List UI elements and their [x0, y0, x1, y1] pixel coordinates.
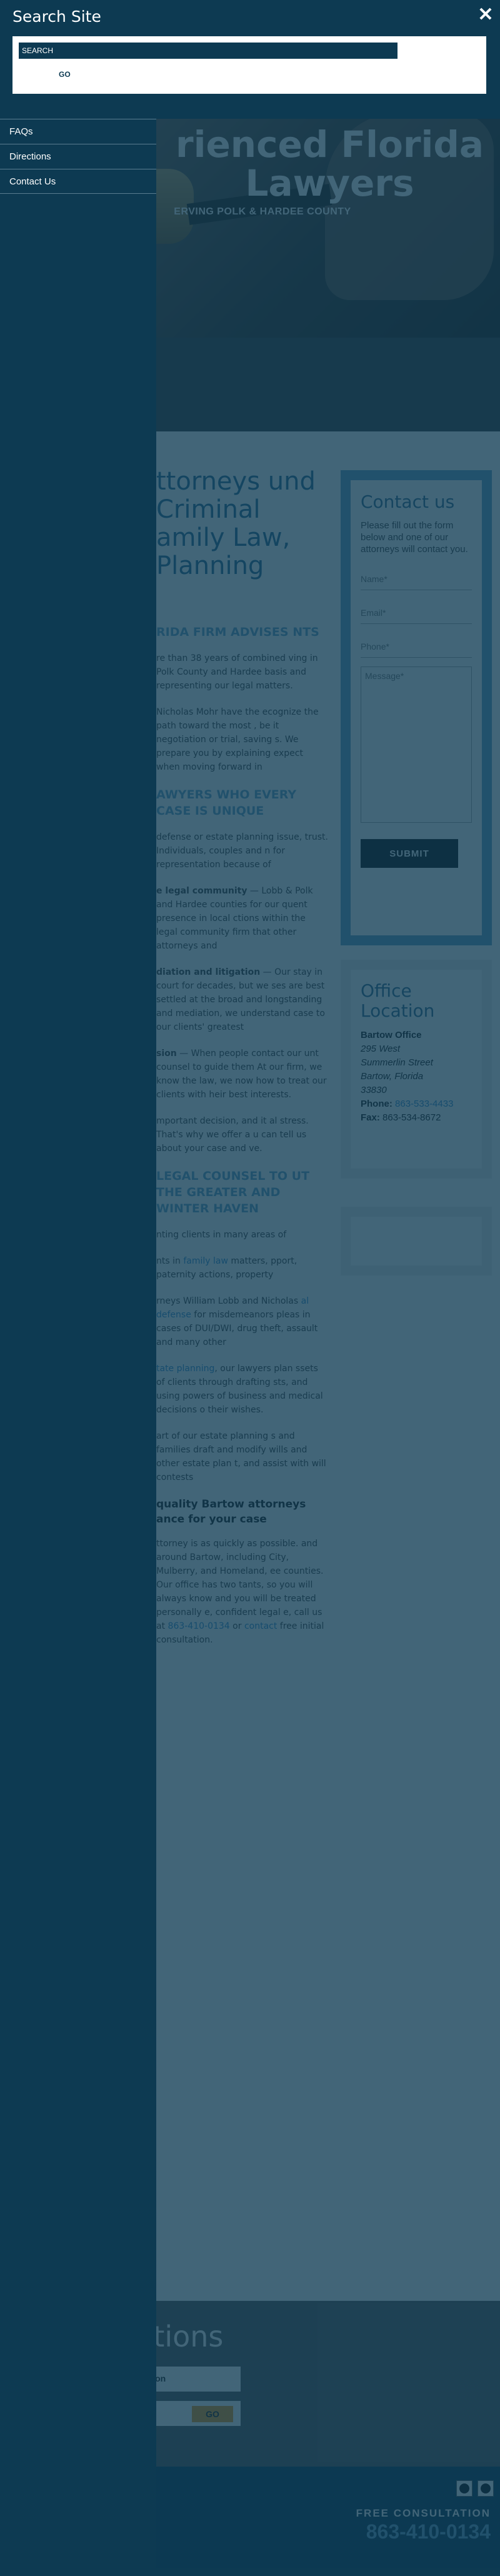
menu-item-contact-us[interactable]: Contact Us [0, 169, 156, 194]
search-go-button[interactable]: GO [59, 70, 71, 79]
menu-item-faqs[interactable]: FAQs [0, 119, 156, 144]
search-title: Search Site [12, 8, 101, 26]
search-header [0, 0, 500, 119]
close-icon[interactable]: ✕ [478, 4, 494, 25]
menu-item-directions[interactable]: Directions [0, 144, 156, 169]
side-menu-panel [0, 0, 156, 2568]
search-input[interactable]: SEARCH [19, 43, 398, 59]
menu-list [0, 119, 156, 194]
overlay-dim[interactable] [156, 0, 500, 2568]
search-box [12, 36, 486, 94]
